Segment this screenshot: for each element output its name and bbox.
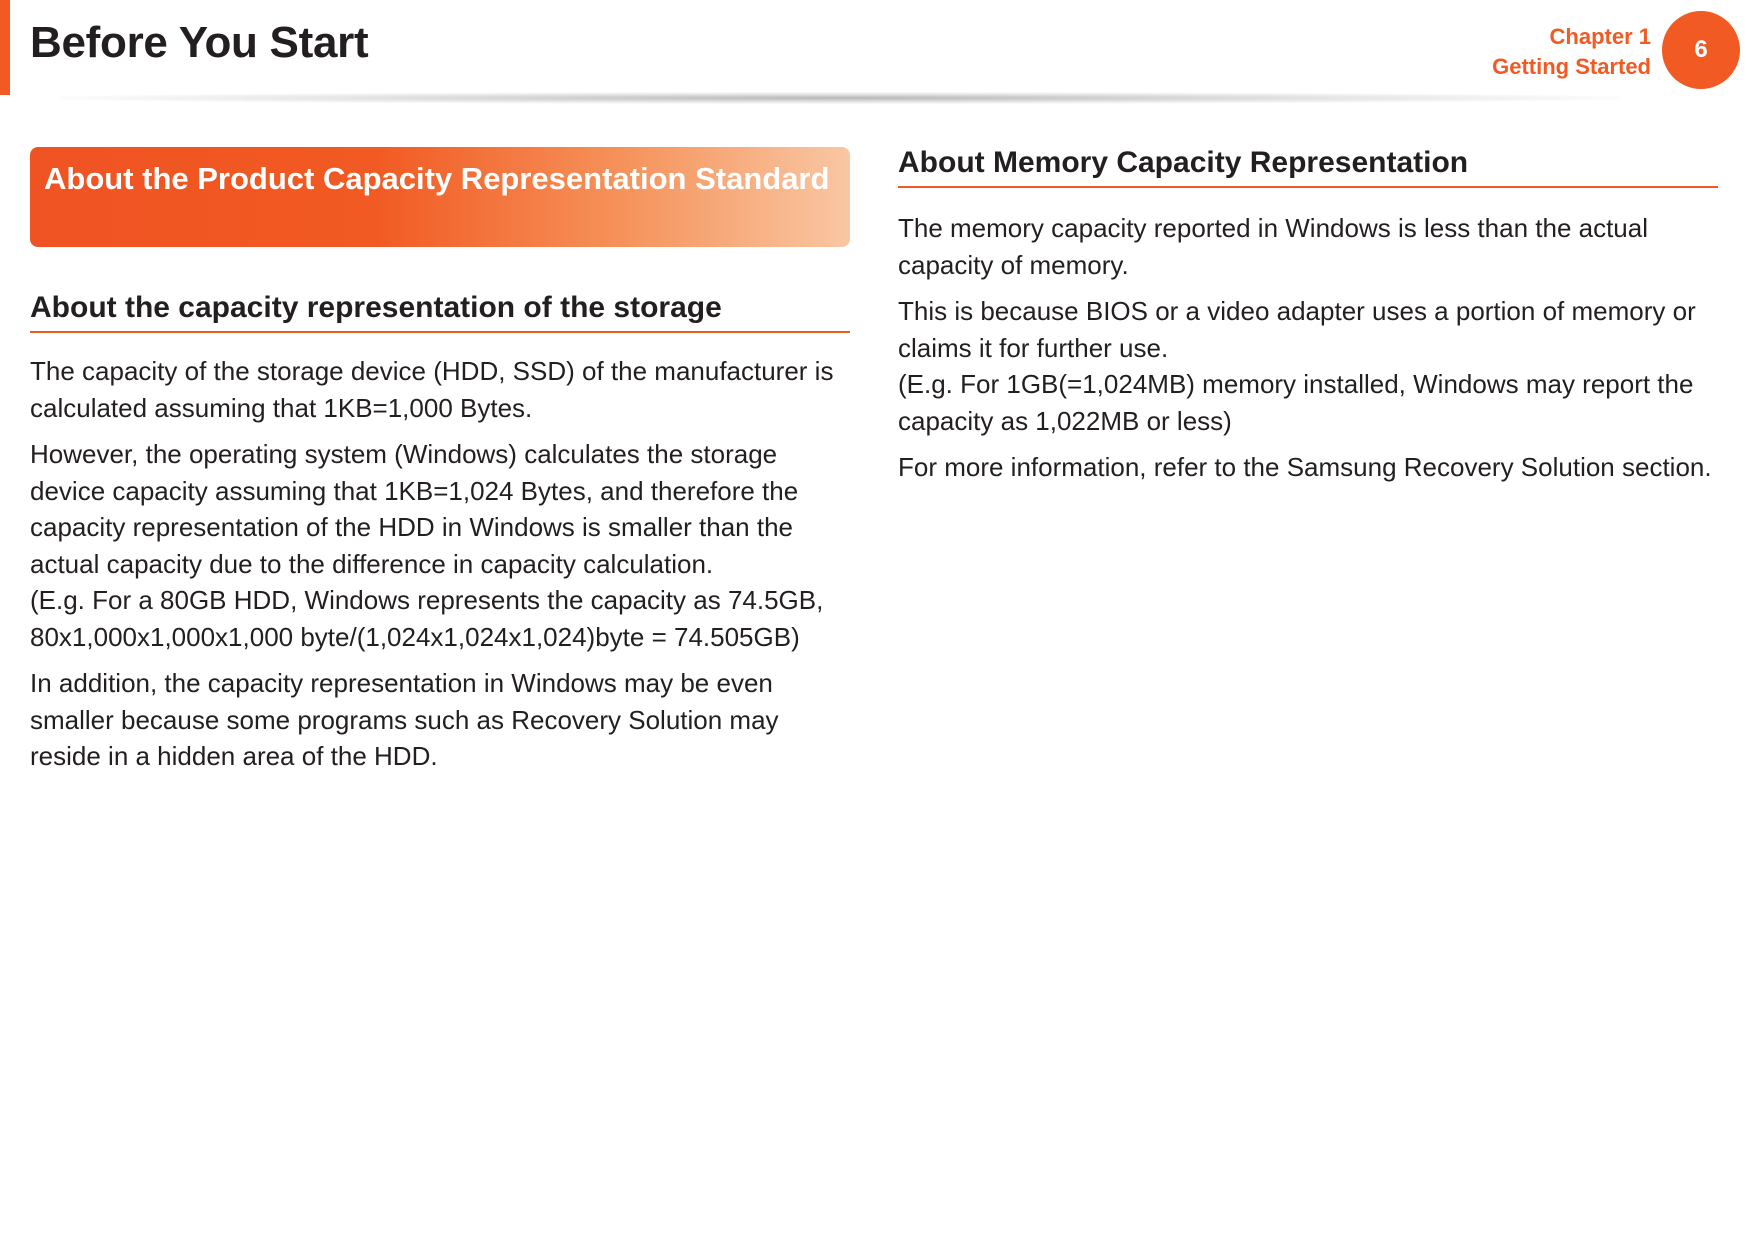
memory-paragraph-2 bbox=[898, 293, 1718, 439]
storage-paragraph-2 bbox=[30, 436, 850, 655]
page-header bbox=[0, 0, 1749, 100]
chapter-label bbox=[1492, 22, 1651, 82]
left-column bbox=[30, 147, 850, 775]
section-banner: About the Product Capacity Representation Standard bbox=[30, 147, 850, 247]
page-title: Before You Start bbox=[30, 18, 369, 67]
memory-paragraph-2-body: This is because BIOS or a video adapter uses a portion of memory or claims it for further use. bbox=[898, 296, 1696, 363]
chapter-number: Chapter 1 bbox=[1549, 24, 1651, 49]
header-divider bbox=[60, 92, 1620, 104]
memory-paragraph-2-example: (E.g. For 1GB(=1,024MB) memory installed, Windows may report the capacity as 1,022MB or less) bbox=[898, 369, 1694, 436]
storage-capacity-heading: About the capacity representation of the storage bbox=[30, 289, 850, 333]
storage-paragraph-2-body: However, the operating system (Windows) calculates the storage device capacity assuming that 1KB=1,024 Bytes, and therefore the capacity representation of the HDD in Windows is smaller than the actual capacity due to the difference in capacity calculation. bbox=[30, 439, 799, 579]
memory-capacity-heading: About Memory Capacity Representation bbox=[898, 144, 1718, 188]
page-number-badge: 6 bbox=[1662, 11, 1740, 89]
memory-paragraph-1: The memory capacity reported in Windows is less than the actual capacity of memory. bbox=[898, 213, 1649, 280]
storage-paragraph-1: The capacity of the storage device (HDD, SSD) of the manufacturer is calculated assuming that 1KB=1,000 Bytes. bbox=[30, 356, 834, 423]
storage-paragraph-2-example: (E.g. For a 80GB HDD, Windows represents the capacity as 74.5GB, 80x1,000x1,000x1,000 byte/(1,024x1,024x1,024)byte = 74.505GB) bbox=[30, 585, 824, 652]
storage-paragraph-3: In addition, the capacity representation in Windows may be even smaller because some programs such as Recovery Solution may reside in a hidden area of the HDD. bbox=[30, 668, 779, 771]
chapter-title: Getting Started bbox=[1492, 54, 1651, 79]
header-accent-bar bbox=[0, 0, 10, 95]
right-column bbox=[898, 144, 1718, 486]
memory-paragraph-3: For more information, refer to the Samsung Recovery Solution section. bbox=[898, 452, 1712, 482]
